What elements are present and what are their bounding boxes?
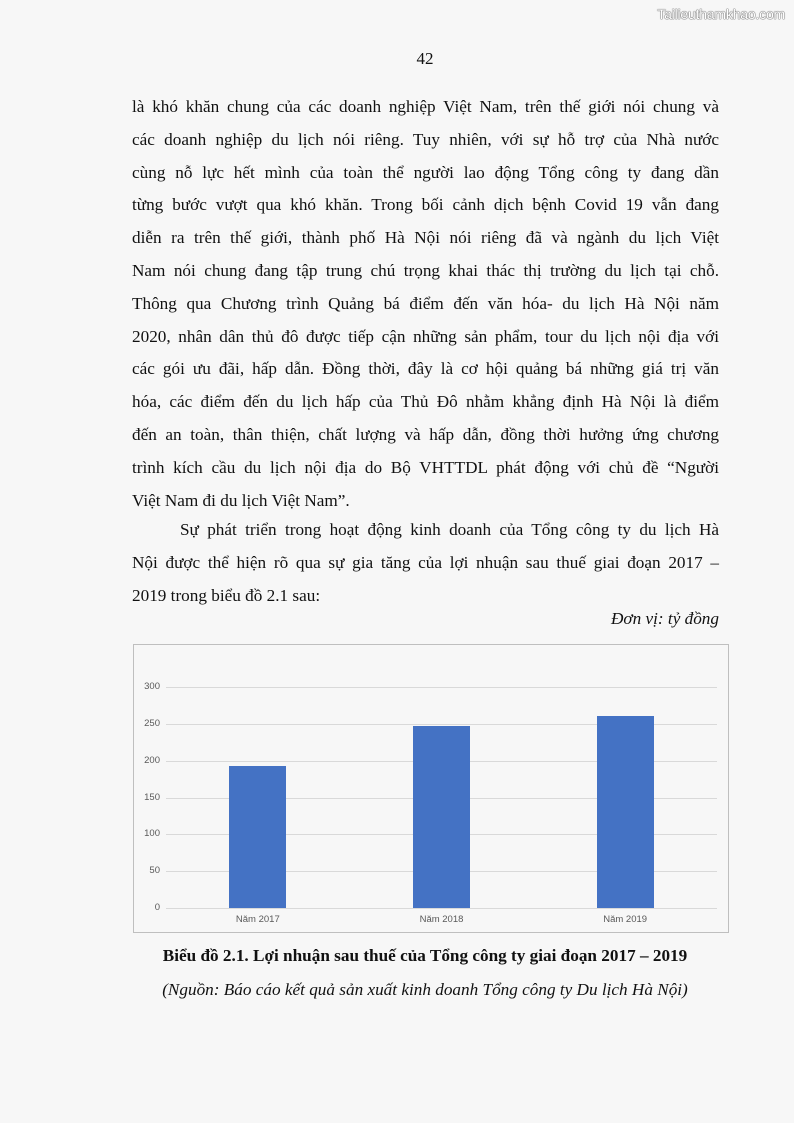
y-axis-tick-label: 300 bbox=[144, 681, 160, 692]
watermark: Tailieuthamkhao.com bbox=[657, 6, 785, 22]
y-axis-tick-label: 100 bbox=[144, 828, 160, 840]
y-axis-tick-label: 0 bbox=[154, 902, 160, 913]
page-number: 42 bbox=[416, 49, 434, 68]
text-line: từng bước vượt qua khó khăn. Trong bối cảnh dịch bệnh Covid 19 vẫn đang bbox=[132, 195, 719, 215]
text-line: là khó khăn chung của các doanh nghiệp Việt Nam, trên thế giới nói chung và bbox=[132, 97, 719, 116]
plot-area bbox=[144, 681, 717, 925]
text-line: Thông qua Chương trình Quảng bá điểm đến văn hóa- du lịch Hà Nội năm bbox=[132, 293, 719, 313]
text-line: Việt Nam đi du lịch Việt Nam”. bbox=[132, 490, 350, 510]
y-axis-tick-label: 250 bbox=[144, 717, 160, 729]
profit-bar-chart bbox=[133, 644, 729, 933]
text-line: các gói ưu đãi, hấp dẫn. Đồng thời, đây là cơ hội quảng bá những giá trị văn bbox=[132, 359, 719, 379]
bar bbox=[229, 766, 286, 908]
text-line: Nam nói chung đang tập trung chú trọng khai thác thị trường du lịch tại chỗ. bbox=[132, 260, 719, 280]
text-line: cùng nỗ lực hết mình của toàn thể người lao động Tổng công ty đang dần bbox=[132, 162, 719, 182]
text-line: đến an toàn, thân thiện, chất lượng và hấp dẫn, đồng thời hưởng ứng chương bbox=[132, 424, 719, 444]
text-line: diễn ra trên thế giới, thành phố Hà Nội nói riêng đã và ngành du lịch Việt bbox=[132, 228, 719, 248]
chart-source: (Nguồn: Báo cáo kết quả sản xuất kinh doanh Tổng công ty Du lịch Hà Nội) bbox=[162, 980, 688, 999]
text-line: Sự phát triển trong hoạt động kinh doanh của Tổng công ty du lịch Hà bbox=[180, 520, 719, 539]
y-axis-tick-label: 200 bbox=[144, 754, 160, 766]
text-line: 2019 trong biểu đồ 2.1 sau: bbox=[132, 585, 321, 605]
y-axis-tick-label: 150 bbox=[144, 791, 160, 803]
gridline bbox=[166, 687, 717, 688]
text-line: trình kích cầu du lịch nội địa do Bộ VHTTDL phát động với chủ đề “Người bbox=[132, 457, 719, 477]
chart-caption: Biểu đồ 2.1. Lợi nhuận sau thuế của Tổng công ty giai đoạn 2017 – 2019 bbox=[162, 946, 688, 965]
text-line: 2020, nhân dân thủ đô được tiếp cận những sản phẩm, tour du lịch nội địa với bbox=[132, 326, 719, 346]
x-axis-tick-label: Năm 2018 bbox=[419, 914, 464, 925]
text-line: hóa, các điểm đến du lịch hấp của Thủ Đô nhằm khẳng định Hà Nội là điểm bbox=[132, 392, 719, 412]
x-axis-tick-label: Năm 2017 bbox=[235, 914, 280, 925]
unit-label: Đơn vị: tỷ đồng bbox=[611, 609, 719, 628]
y-axis-tick-label: 50 bbox=[149, 865, 160, 877]
text-line: các doanh nghiệp du lịch nói riêng. Tuy nhiên, với sự hỗ trợ của Nhà nước bbox=[132, 129, 719, 149]
bar bbox=[597, 716, 654, 908]
text-line: Nội được thể hiện rõ qua sự gia tăng của lợi nhuận sau thuế giai đoạn 2017 – bbox=[132, 552, 719, 572]
paragraph-2 bbox=[132, 514, 719, 612]
bar bbox=[413, 726, 470, 908]
paragraph-1 bbox=[132, 91, 719, 517]
gridline bbox=[166, 908, 717, 909]
x-axis-tick-label: Năm 2019 bbox=[603, 914, 648, 925]
